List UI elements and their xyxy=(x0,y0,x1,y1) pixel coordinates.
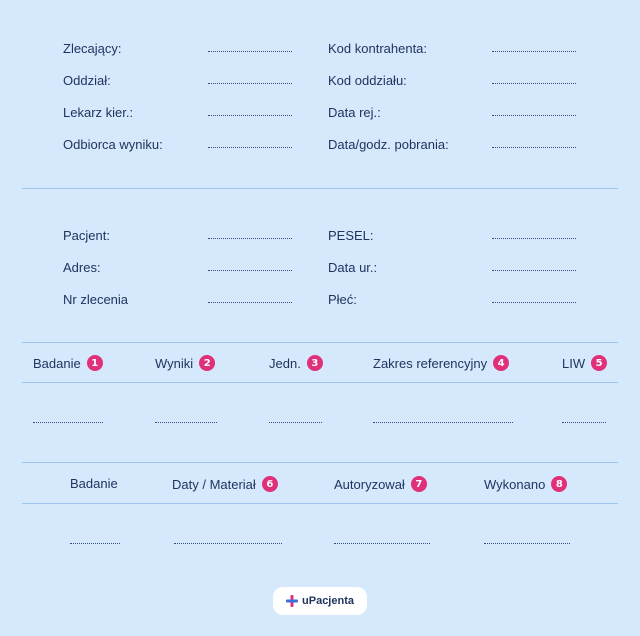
field-label-pesel: PESEL: xyxy=(328,228,374,243)
field-label-zlecajacy: Zlecający: xyxy=(63,41,122,56)
results-col-jedn-label: Jedn. xyxy=(269,355,301,371)
info-table-top-border xyxy=(22,462,618,463)
field-label-kod-oddzialu: Kod oddziału: xyxy=(328,73,407,88)
results-value-liw xyxy=(562,422,606,423)
info-col-autoryzowal xyxy=(334,476,427,492)
results-col-badanie xyxy=(33,355,103,371)
field-label-data-ur: Data ur.: xyxy=(328,260,378,275)
field-value-nr-zlecenia xyxy=(208,302,292,303)
results-col-wyniki xyxy=(155,355,215,371)
field-label-oddzial: Oddział: xyxy=(63,73,111,88)
field-value-pacjent xyxy=(208,238,292,239)
number-badge-6: 6 xyxy=(262,476,278,492)
field-value-odbiorca xyxy=(208,147,292,148)
results-col-jedn xyxy=(269,355,323,371)
info-table-header-border xyxy=(22,503,618,504)
field-value-adres xyxy=(208,270,292,271)
field-label-nr-zlecenia: Nr zlecenia xyxy=(63,292,129,307)
field-value-kod-kontrahenta xyxy=(492,51,576,52)
info-value-daty-material xyxy=(174,543,282,544)
field-value-data-pobrania xyxy=(492,147,576,148)
field-label-data-pobrania: Data/godz. pobrania: xyxy=(328,137,449,152)
field-value-zlecajacy xyxy=(208,51,292,52)
field-label-pacjent: Pacjent: xyxy=(63,228,110,243)
field-label-data-rej: Data rej.: xyxy=(328,105,381,120)
results-value-jedn xyxy=(269,422,322,423)
logo-text: uPacjenta xyxy=(302,595,354,607)
info-value-badanie xyxy=(70,543,120,544)
number-badge-7: 7 xyxy=(411,476,427,492)
number-badge-1: 1 xyxy=(87,355,103,371)
field-value-lekarz xyxy=(208,115,292,116)
info-col-wykonano xyxy=(484,476,567,492)
info-value-wykonano xyxy=(484,543,570,544)
field-value-oddzial xyxy=(208,83,292,84)
field-value-kod-oddzialu xyxy=(492,83,576,84)
field-label-kod-kontrahenta: Kod kontrahenta: xyxy=(328,41,428,56)
results-col-badanie-label: Badanie xyxy=(33,355,81,371)
results-table-header-border xyxy=(22,382,618,383)
results-value-badanie xyxy=(33,422,103,423)
results-col-zakres-label: Zakres referencyjny xyxy=(373,355,488,371)
field-value-data-ur xyxy=(492,270,576,271)
info-value-autoryzowal xyxy=(334,543,430,544)
info-col-badanie-label: Badanie xyxy=(70,476,118,491)
section-divider xyxy=(22,188,618,189)
field-label-odbiorca: Odbiorca wyniku: xyxy=(63,137,163,152)
results-table-top-border xyxy=(22,342,618,343)
field-label-lekarz: Lekarz kier.: xyxy=(63,105,134,120)
results-value-zakres xyxy=(373,422,513,423)
number-badge-5: 5 xyxy=(591,355,607,371)
info-col-badanie xyxy=(70,476,118,491)
field-value-plec xyxy=(492,302,576,303)
number-badge-3: 3 xyxy=(307,355,323,371)
field-value-pesel xyxy=(492,238,576,239)
results-col-liw-label: LIW xyxy=(562,355,586,371)
results-col-zakres xyxy=(373,355,509,371)
number-badge-8: 8 xyxy=(551,476,567,492)
info-col-daty-material-label: Daty / Materiał xyxy=(172,476,256,492)
number-badge-2: 2 xyxy=(199,355,215,371)
medical-cross-icon xyxy=(286,595,298,607)
field-label-plec: Płeć: xyxy=(328,292,357,307)
info-col-daty-material xyxy=(172,476,278,492)
info-col-autoryzowal-label: Autoryzował xyxy=(334,476,405,492)
field-label-adres: Adres: xyxy=(63,260,101,275)
number-badge-4: 4 xyxy=(493,355,509,371)
upacjenta-logo xyxy=(273,587,367,615)
field-value-data-rej xyxy=(492,115,576,116)
results-col-wyniki-label: Wyniki xyxy=(155,355,194,371)
results-value-wyniki xyxy=(155,422,217,423)
info-col-wykonano-label: Wykonano xyxy=(484,476,546,492)
results-col-liw xyxy=(562,355,607,371)
